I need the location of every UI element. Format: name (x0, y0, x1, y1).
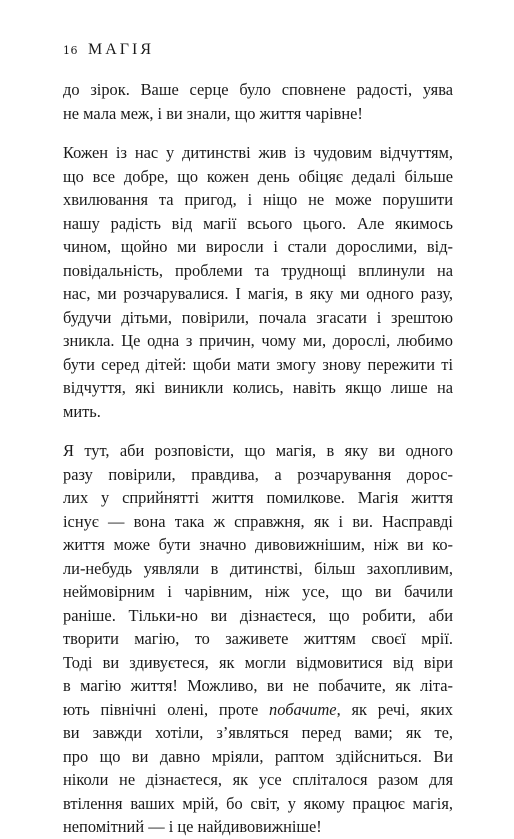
page-header (63, 41, 154, 59)
text-line: відчуття, які виникли колись, навіть якщо лише на (63, 378, 453, 397)
paragraph (63, 439, 453, 839)
text-line: чином, щойно ми виросли і стали дорослими, від- (63, 237, 453, 256)
text-line: хвилювання та пригод, і ніщо не може порушити (63, 190, 453, 209)
text-line: про що ви давно мріяли, раптом здійсниться. Ви (63, 746, 453, 766)
text-line: ли-небудь уявляли в дитинстві, більш захопливим, (63, 558, 453, 578)
text-line: Кожен із нас у дитинстві жив із чудовим відчуттям, (63, 143, 453, 162)
text-line: до зірок. Ваше серце було сповнене радості, уява (63, 80, 453, 99)
running-title: МАГІЯ (88, 41, 155, 58)
text-line: непомітний — і це найдивовижніше! (63, 817, 322, 836)
paragraph (63, 78, 453, 125)
text-line: творити магію, то заживете життям своєї мрії. (63, 629, 453, 648)
emphasized-word: побачите (269, 699, 337, 719)
text-line: лих у сприйнятті життя помилкове. Магія життя (63, 488, 453, 507)
text-line: мить. (63, 401, 101, 421)
text-line: разу повірили, правдива, а розчарування дорос- (63, 464, 453, 484)
text-line: нас, ми розчарувалися. І магія, в яку ми одного разу, (63, 284, 453, 303)
text-line: неймовірним і чарівним, ніж усе, що ви бачили (63, 582, 453, 601)
text-line: втілення ваших мрій, бо світ, у якому працює магія, (63, 793, 453, 813)
text-line: Я тут, аби розповісти, що магія, в яку ви одного (63, 441, 453, 460)
text-line: ють північні олені, проте побачите, як речі, яких (63, 699, 453, 719)
text-line: не мала меж, і ви знали, що життя чарівне! (63, 103, 363, 123)
text-line: повідальність, проблеми та труднощі вплинули на (63, 260, 453, 280)
body-text (63, 78, 453, 839)
text-line: існує — вона така ж справжня, як і ви. Насправді (63, 511, 453, 531)
text-line: бути серед дітей: щоби мати змогу знову пережити ті (63, 354, 453, 374)
text-line: що все добре, що кожен день обіцяє дедалі більше (63, 166, 453, 186)
text-line: ніколи не дізнаєтеся, як усе сплiталося разом для (63, 770, 453, 789)
text-line: нашу радість від магії всього цього. Але якимось (63, 213, 453, 233)
text-line: в магію життя! Можливо, ви не побачите, як літа- (63, 676, 453, 695)
page-number: 16 (63, 44, 78, 57)
paragraph (63, 141, 453, 423)
text-line: зникла. Це одна з причин, чому ми, дорослі, любимо (63, 331, 453, 350)
text-line: будучи дітьми, повірили, почала згасати і зрештою (63, 307, 453, 327)
text-line: життя може бути значно дивовижнішим, ніж ви ко- (63, 535, 453, 554)
text-line: раніше. Тільки-но ви дізнаєтеся, що робити, аби (63, 605, 453, 625)
text-line: ви завжди хотіли, з’являться перед вами; як те, (63, 723, 453, 742)
text-line: Тоді ви здивуєтеся, як могли відмовитися від віри (63, 652, 453, 672)
